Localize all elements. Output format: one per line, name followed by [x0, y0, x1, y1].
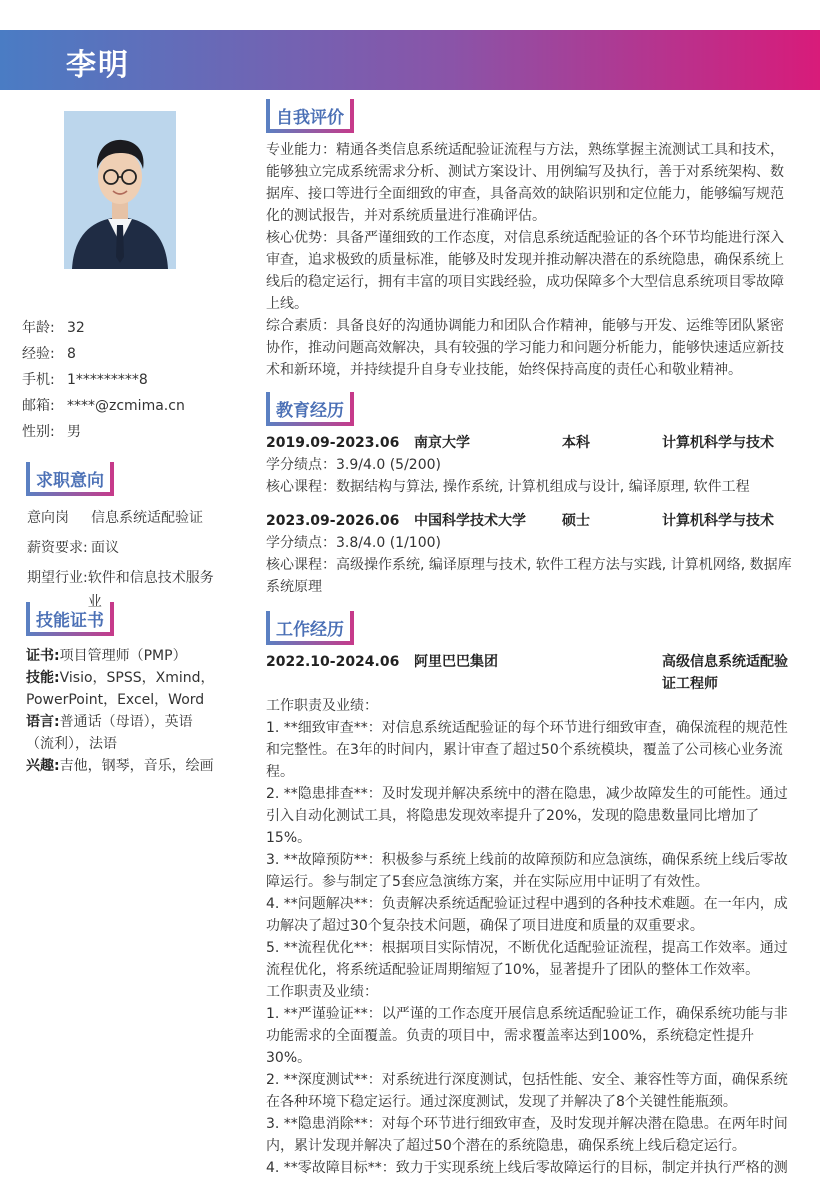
intent-label: 期望行业: [27, 570, 88, 586]
section-title-text: 教育经历 [276, 401, 344, 421]
evaluation-paragraph: 专业能力：精通各类信息系统适配验证流程与方法，熟练掌握主流测试工具和技术，能够独立完成系统需求分析、测试方案设计、用例编写及执行，善于对系统架构、数据库、接口等进行全面细致的审查，具备高效的缺陷识别和定位能力，能够编写规范化的测试报告，并对系统质量进行准确评估。 [266, 142, 784, 224]
info-label: 经验: [22, 346, 55, 362]
evaluation-paragraph: 综合素质：具备良好的沟通协调能力和团队合作精神，能够与开发、运维等团队紧密协作，推动问题高效解决，具有较强的学习能力和问题分析能力，能够快速适应新技术和新环境，并持续提升自身专业技能，始终保持高度的责任心和敬业精神。 [266, 318, 784, 378]
info-email [22, 396, 222, 422]
info-label: 邮箱: [22, 398, 55, 414]
intent-row [27, 506, 217, 536]
skill-label: 兴趣: [26, 758, 60, 774]
info-value: 1*********8 [67, 372, 148, 388]
education-entry [266, 432, 796, 498]
section-title-text: 求职意向 [36, 471, 104, 491]
info-value: 男 [67, 424, 81, 440]
info-value: 8 [67, 346, 76, 362]
intent-row [27, 536, 217, 566]
info-value: ****@zcmima.cn [67, 398, 185, 414]
job-intent [27, 506, 217, 610]
section-title-text: 自我评价 [276, 108, 344, 128]
education-gpa: 学分绩点：3.9/4.0 (5/200) [266, 457, 441, 473]
info-label: 手机: [22, 372, 55, 388]
work-company: 阿里巴巴集团 [414, 654, 498, 670]
skill-row [26, 711, 218, 755]
candidate-name: 李明 [66, 48, 130, 83]
work-entry [266, 651, 796, 1179]
intent-value: 面议 [91, 540, 119, 556]
skill-value: Visio，SPSS，Xmind，PowerPoint，Excel，Word [26, 670, 215, 708]
header-banner [0, 30, 820, 90]
education-degree: 本科 [562, 435, 590, 451]
skill-label: 证书: [26, 648, 60, 664]
education-courses: 核心课程：数据结构与算法, 操作系统, 计算机组成与设计, 编译原理, 软件工程 [266, 479, 750, 495]
education-courses: 核心课程：高级操作系统, 编译原理与技术, 软件工程方法与实践, 计算机网络, 数据库系统原理 [266, 557, 792, 595]
work-period: 2022.10-2024.06 [266, 654, 400, 670]
intent-label: 薪资要求: [27, 540, 88, 556]
work-item: 3. **隐患消除**：对每个环节进行细致审查，及时发现并解决潜在隐患。在两年时间内，累计发现并解决了超过50个潜在的系统隐患，确保系统上线后稳定运行。 [266, 1116, 788, 1154]
info-experience [22, 344, 222, 370]
evaluation-paragraph: 核心优势：具备严谨细致的工作态度，对信息系统适配验证的各个环节均能进行深入审查，追求极致的质量标准，能够及时发现并推动解决潜在的系统隐患，确保系统上线后的稳定运行，拥有丰富的项目实践经验，成功保障多个大型信息系统项目零故障上线。 [266, 230, 784, 312]
work-item: 4. **零故障目标**：致力于实现系统上线后零故障运行的目标，制定并执行严格的测 [266, 1160, 788, 1176]
work-item: 2. **深度测试**：对系统进行深度测试，包括性能、安全、兼容性等方面，确保系统在各种环境下稳定运行。通过深度测试，发现了并解决了8个关键性能瓶颈。 [266, 1072, 788, 1110]
self-evaluation [266, 139, 796, 381]
skill-value: 普通话（母语），英语（流利），法语 [26, 714, 193, 752]
intent-label: 意向岗 [27, 510, 69, 526]
intent-row [27, 566, 217, 610]
work-title: 高级信息系统适配验证工程师 [662, 654, 788, 692]
work-header [266, 651, 796, 695]
portrait-image [64, 111, 176, 269]
education-header [266, 510, 796, 532]
intent-value: 信息系统适配验证 [91, 510, 203, 526]
info-phone [22, 370, 222, 396]
info-gender [22, 422, 222, 448]
work-item: 2. **隐患排查**：及时发现并解决系统中的潜在隐患，减少故障发生的可能性。通过引入自动化测试工具，将隐患发现效率提升了20%，发现的隐患数量同比增加了15%。 [266, 786, 788, 846]
work-spacer [562, 651, 662, 695]
work-block-heading: 工作职责及业绩： [266, 698, 378, 714]
skill-label: 技能: [26, 670, 60, 686]
section-title-text: 工作经历 [276, 620, 344, 640]
education-degree: 硕士 [562, 513, 590, 529]
education-major: 计算机科学与技术 [662, 513, 774, 529]
skill-row [26, 755, 218, 777]
profile-photo [64, 111, 176, 269]
info-value: 32 [67, 320, 85, 336]
work-block-heading: 工作职责及业绩： [266, 984, 378, 1000]
skill-value: 吉他，钢琴，音乐，绘画 [59, 758, 214, 774]
work-item: 4. **问题解决**：负责解决系统适配验证过程中遇到的各种技术难题。在一年内，成功解决了超过30个复杂技术问题，确保了项目进度和质量的双重要求。 [266, 896, 788, 934]
skill-value: 项目管理师（PMP） [59, 648, 187, 664]
section-title-text: 技能证书 [36, 611, 104, 631]
education-school: 中国科学技术大学 [414, 513, 526, 529]
work-item: 1. **严谨验证**：以严谨的工作态度开展信息系统适配验证工作，确保系统功能与非功能需求的全面覆盖。负责的项目中，需求覆盖率达到100%，系统稳定性提升30%。 [266, 1006, 788, 1066]
intent-value: 软件和信息技术服务业 [87, 570, 214, 610]
info-age [22, 318, 222, 344]
education-period: 2019.09-2023.06 [266, 435, 400, 451]
personal-info [22, 318, 222, 448]
education-gpa: 学分绩点：3.8/4.0 (1/100) [266, 535, 441, 551]
education-header [266, 432, 796, 454]
work-item: 5. **流程优化**：根据项目实际情况，不断优化适配验证流程，提高工作效率。通过流程优化，将系统适配验证周期缩短了10%，显著提升了团队的整体工作效率。 [266, 940, 788, 978]
skill-row [26, 645, 218, 667]
info-label: 年龄: [22, 320, 55, 336]
work-item: 3. **故障预防**：积极参与系统上线前的故障预防和应急演练，确保系统上线后零故障运行。参与制定了5套应急演练方案，并在实际应用中证明了有效性。 [266, 852, 788, 890]
skills-list [26, 645, 218, 777]
skill-row [26, 667, 218, 711]
education-school: 南京大学 [414, 435, 470, 451]
work-item: 1. **细致审查**：对信息系统适配验证的每个环节进行细致审查，确保流程的规范性和完整性。在3年的时间内，累计审查了超过50个系统模块，覆盖了公司核心业务流程。 [266, 720, 788, 780]
education-entry [266, 510, 796, 598]
education-major: 计算机科学与技术 [662, 435, 774, 451]
education-period: 2023.09-2026.06 [266, 513, 400, 529]
info-label: 性别: [22, 424, 55, 440]
skill-label: 语言: [26, 714, 60, 730]
